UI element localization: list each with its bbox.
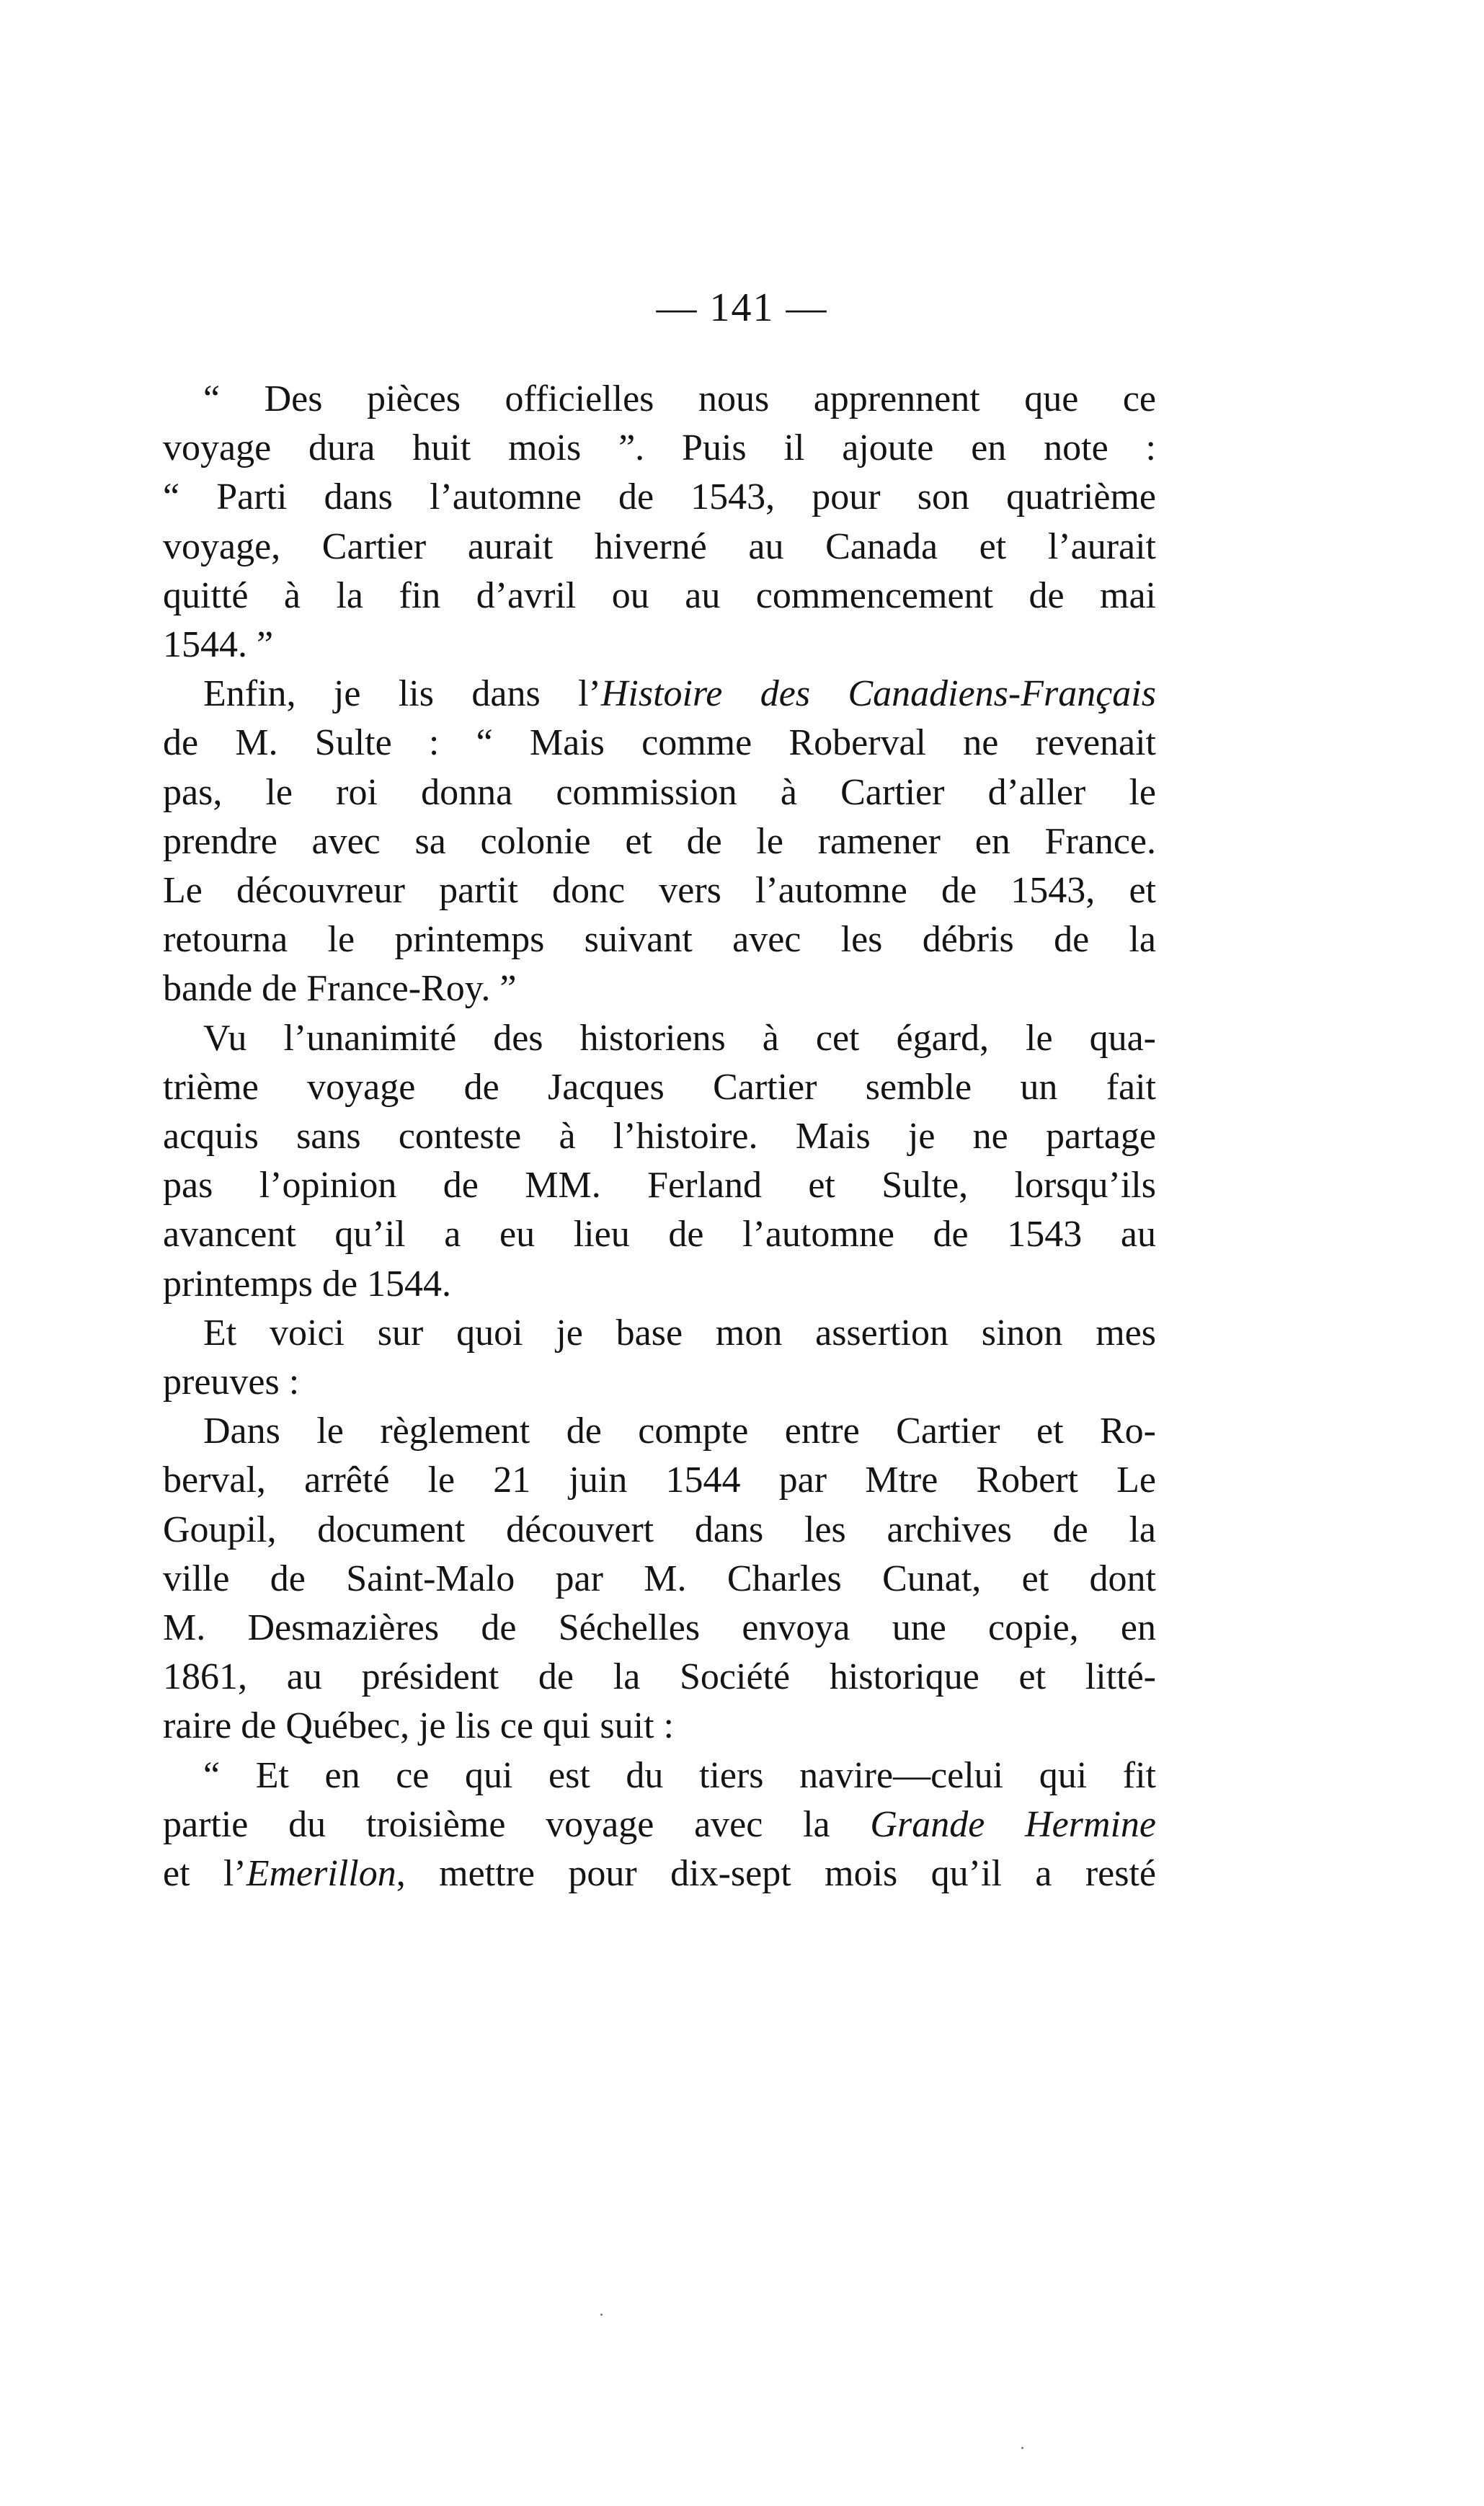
- text-line: Vu l’unanimité des historiens à cet égard, le qua-: [203, 1017, 1156, 1059]
- ship-name-italic: Grande Hermine: [870, 1803, 1156, 1845]
- text-line: Goupil, document découvert dans les archives de la: [163, 1509, 1156, 1550]
- text-run: et l’: [163, 1853, 246, 1895]
- text-line: pas l’opinion de MM. Ferland et Sulte, lorsqu’ils: [163, 1165, 1156, 1207]
- text-line: “ Des pièces officielles nous apprennent que ce: [203, 378, 1156, 419]
- page-number: — 141 —: [656, 285, 828, 330]
- paragraph-3: [163, 1014, 1156, 1309]
- text-run: Enfin, je lis dans l’: [203, 673, 601, 715]
- paragraph-6: [163, 1751, 1156, 1899]
- text-line: trième voyage de Jacques Cartier semble un fait: [163, 1066, 1156, 1108]
- scan-speck: [600, 2314, 603, 2316]
- text-line: retourna le printemps suivant avec les débris de la: [163, 919, 1156, 961]
- book-title-italic: Histoire des Canadiens-Français: [600, 673, 1156, 715]
- text-line: M. Desmazières de Séchelles envoya une copie, en: [163, 1607, 1156, 1649]
- ship-name-italic: Emerillon: [246, 1853, 396, 1895]
- paragraph-4: [163, 1309, 1156, 1407]
- text-line: bande de France-Roy. ”: [163, 968, 517, 1010]
- text-line: acquis sans conteste à l’histoire. Mais je ne partage: [163, 1116, 1156, 1158]
- text-line: voyage dura huit mois ”. Puis il ajoute en note :: [163, 427, 1156, 469]
- text-line: ville de Saint-Malo par M. Charles Cunat, et dont: [163, 1558, 1156, 1599]
- text-line: 1544. ”: [163, 624, 274, 666]
- text-line: Et voici sur quoi je base mon assertion sinon mes: [203, 1312, 1156, 1354]
- text-line: Le découvreur partit donc vers l’automne de 1543, et: [163, 870, 1156, 912]
- text-line: [163, 1800, 1156, 1849]
- text-line: [163, 1849, 1156, 1898]
- paragraph-2: [163, 670, 1156, 1013]
- text-line: “ Parti dans l’automne de 1543, pour son quatrième: [163, 476, 1156, 518]
- scan-speck: [1021, 2447, 1023, 2449]
- text-line: preuves :: [163, 1361, 300, 1403]
- body-text: [163, 375, 1156, 1898]
- text-line: 1861, au président de la Société historique et litté-: [163, 1656, 1156, 1698]
- text-line: [163, 670, 1156, 719]
- text-line: raire de Québec, je lis ce qui suit :: [163, 1705, 674, 1747]
- text-line: printemps de 1544.: [163, 1263, 452, 1305]
- paragraph-1: [163, 375, 1156, 670]
- text-line: Dans le règlement de compte entre Cartier et Ro-: [203, 1410, 1156, 1452]
- text-line: avancent qu’il a eu lieu de l’automne de 1543 au: [163, 1214, 1156, 1256]
- text-run: , mettre pour dix-sept mois qu’il a resté: [396, 1853, 1156, 1895]
- text-line: quitté à la fin d’avril ou au commencement de mai: [163, 574, 1156, 616]
- text-line: de M. Sulte : “ Mais comme Roberval ne revenait: [163, 722, 1156, 764]
- paragraph-5: [163, 1407, 1156, 1751]
- text-line: prendre avec sa colonie et de le ramener en France.: [163, 820, 1156, 862]
- text-line: berval, arrêté le 21 juin 1544 par Mtre Robert Le: [163, 1459, 1156, 1501]
- text-run: partie du troisième voyage avec la: [163, 1803, 871, 1845]
- text-line: pas, le roi donna commission à Cartier d’aller le: [163, 771, 1156, 813]
- text-line: “ Et en ce qui est du tiers navire—celui qui fit: [203, 1754, 1156, 1796]
- text-line: voyage, Cartier aurait hiverné au Canada et l’aurait: [163, 525, 1156, 567]
